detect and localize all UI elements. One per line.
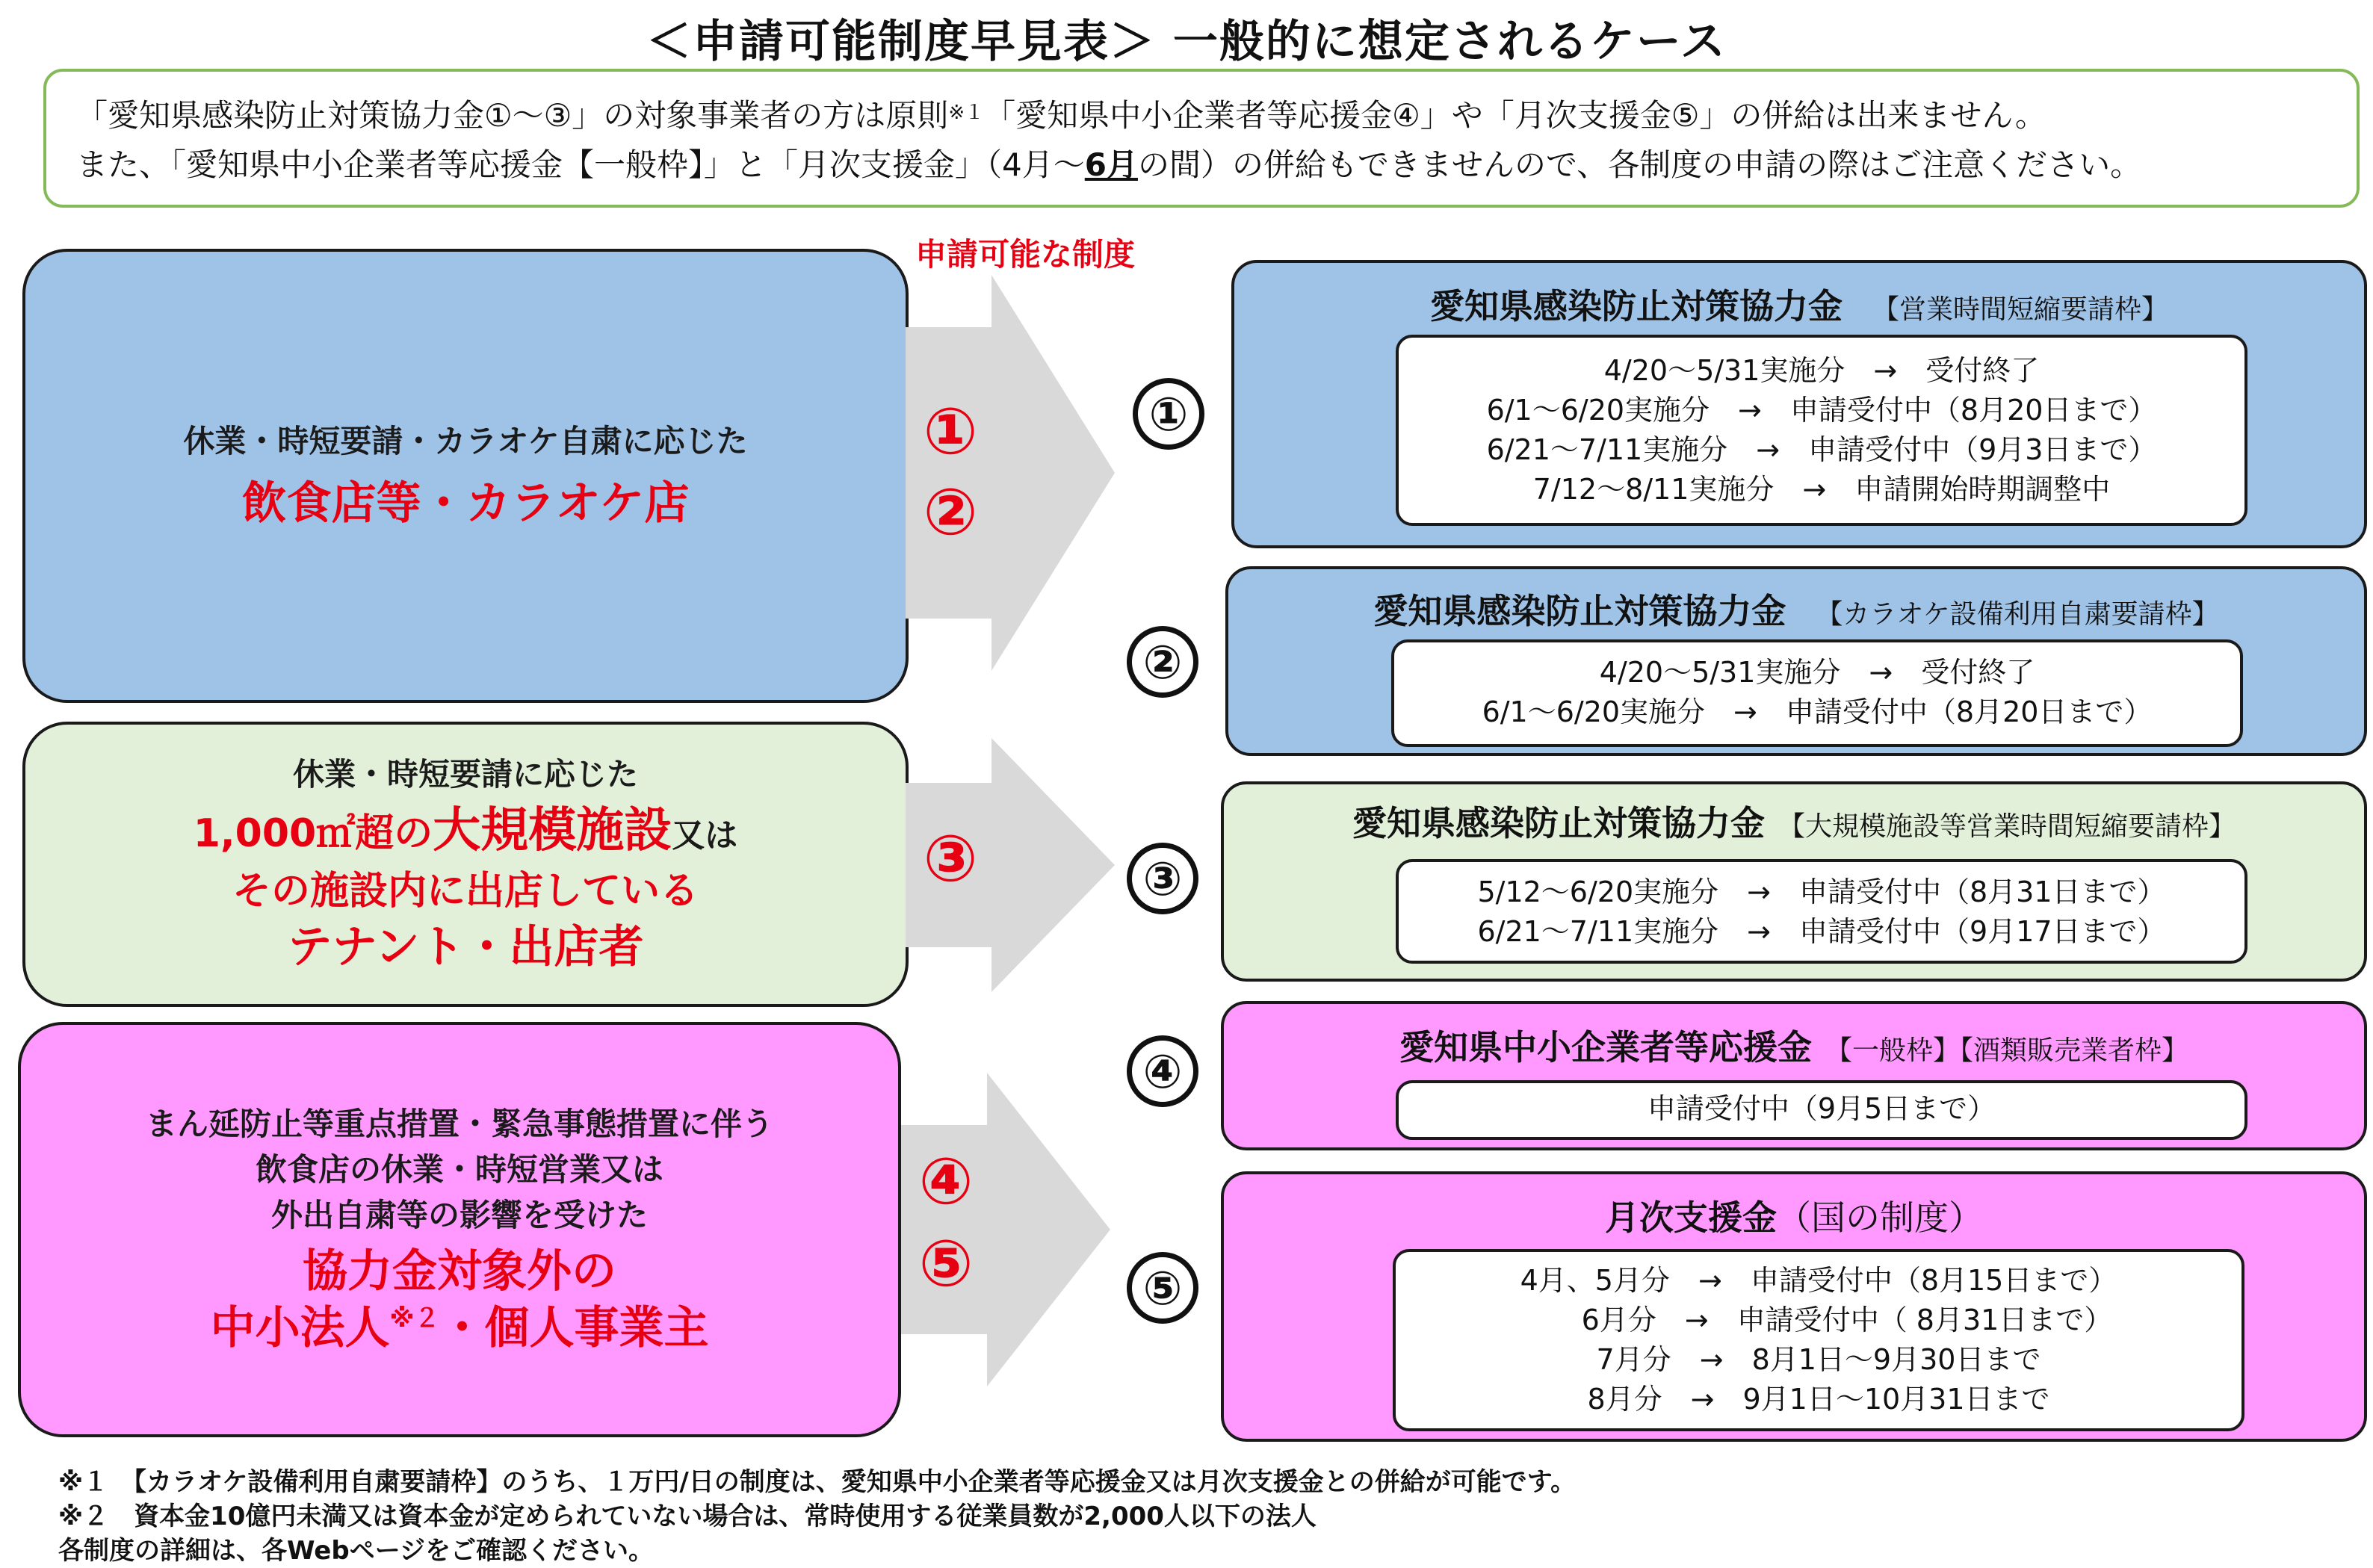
arrow-number: ⑤ [918,1227,974,1301]
schedule-row: 8月分 → 9月1日～10月31日まで [1587,1383,2050,1416]
notice-box [43,69,2360,208]
arrow-1 [906,275,1122,671]
schedule-row: 7/12～8/11実施分 → 申請開始時期調整中 [1532,473,2111,506]
program-header [1228,584,2364,633]
category-title: 飲食店等・カラオケ店 [241,477,690,530]
category-title: 大規模施設 [433,802,672,858]
footnote-1: ※１ 【カラオケ設備利用自粛要請枠】のうち、１万円/日の制度は、愛知県中小企業者等応援金又は月次支援金との併給が可能です。 [58,1467,1577,1497]
page-title: ＜申請可能制度早見表＞ 一般的に想定されるケース [646,16,1727,68]
arrow-right-icon [906,275,1122,671]
category-title: 協力金対象外の [303,1245,616,1298]
arrow-3 [901,1073,1118,1386]
schedule-box [1396,335,2247,526]
notice-text: また、「愛知県中小企業者等応援金【一般枠】」と「月次支援金」（4月～ [76,146,1085,183]
available-programs-heading: 申請可能な制度 [915,236,1136,273]
program-tag: 【大規模施設等営業時間短縮要請枠】 [1778,811,2236,842]
category-desc: 外出自粛等の影響を受けた [270,1196,648,1233]
schedule-row: 6/21～7/11実施分 → 申請受付中（9月17日まで） [1477,915,2166,948]
schedule-row: 4/20～5/31実施分 → 受付終了 [1603,354,2040,387]
category-title: 1,000㎡超の [193,811,433,856]
schedule-row: 6/1～6/20実施分 → 申請受付中（8月20日まで） [1482,695,2153,728]
footnote-marker: ※２ [389,1304,440,1334]
footnote-3: 各制度の詳細は、各Webページをご確認ください。 [58,1536,655,1566]
circled-number-2: ② [1127,626,1198,698]
program-header [1224,1020,2364,1070]
program-name: 愛知県感染防止対策協力金 [1352,803,1765,843]
schedule-box [1396,859,2247,964]
program-header [1224,1191,2364,1240]
category-title: その施設内に出店している [232,869,699,914]
program-box-1 [1231,260,2367,548]
program-tag: 【一般枠】【酒類販売業者枠】 [1825,1035,2188,1066]
category-title: 中小法人 [210,1302,390,1355]
program-tag: 【営業時間短縮要請枠】 [1872,294,2168,325]
program-tag: （国の制度） [1777,1197,1983,1238]
arrow-number: ② [923,475,978,550]
program-name: 愛知県感染防止対策協力金 [1429,286,1843,326]
footnote-marker: ※１ [948,102,985,124]
schedule-row: 6/21～7/11実施分 → 申請受付中（9月3日まで） [1486,433,2157,466]
notice-emphasis: 6月 [1084,146,1138,183]
category-box-large-facilities [22,722,909,1007]
schedule-row: 6月分 → 申請受付中（ 8月31日まで） [1524,1304,2113,1336]
category-desc: まん延防止等重点措置・緊急事態措置に伴う [145,1105,773,1142]
notice-text: の間）の併給もできませんので、各制度の申請の際はご注意ください。 [1137,146,2142,183]
program-name: 愛知県中小企業者等応援金 [1399,1027,1812,1067]
category-desc: 又は [672,816,738,855]
arrow-number: ④ [918,1144,974,1219]
schedule-row: 5/12～6/20実施分 → 申請受付中（8月31日まで） [1477,876,2166,908]
category-desc: 飲食店の休業・時短営業又は [255,1150,663,1188]
category-box-smes [18,1022,901,1437]
notice-text: 「愛知県感染防止対策協力金①～③」の対象事業者の方は原則 [76,97,949,134]
circled-number-3: ③ [1127,843,1198,914]
schedule-row: 4月、5月分 → 申請受付中（8月15日まで） [1520,1264,2117,1297]
program-tag: 【カラオケ設備利用自粛要請枠】 [1816,599,2219,630]
program-box-4 [1221,1001,2367,1150]
category-title-line [210,1300,708,1357]
category-title: テナント・出店者 [287,921,644,974]
program-header [1234,279,2364,329]
notice-line-2 [76,140,2327,190]
arrow-2 [906,738,1122,992]
schedule-box [1393,1249,2244,1431]
program-box-3 [1221,781,2367,982]
category-box-restaurants [22,249,909,703]
circled-number-1: ① [1133,378,1204,450]
notice-line-1 [76,91,2327,140]
schedule-row: 4/20～5/31実施分 → 受付終了 [1599,656,2035,689]
category-desc: 休業・時短要請・カラオケ自粛に応じた [183,423,748,460]
category-title: ・個人事業主 [439,1302,709,1355]
notice-text: 「愛知県中小企業者等応援金④」や「月次支援金⑤」の併給は出来ません。 [984,97,2046,134]
arrow-number: ① [923,394,978,469]
schedule-row: 7月分 → 8月1日～9月30日まで [1596,1343,2041,1376]
arrow-number: ③ [923,822,978,896]
program-header [1224,796,2364,846]
program-box-2 [1225,566,2367,756]
schedule-box [1396,1080,2247,1140]
program-name: 愛知県感染防止対策協力金 [1373,591,1786,631]
program-name: 月次支援金 [1605,1197,1777,1238]
schedule-row: 6/1～6/20実施分 → 申請受付中（8月20日まで） [1486,394,2157,427]
schedule-box [1391,639,2243,747]
footnote-2: ※２ 資本金10億円未満又は資本金が定められていない場合は、常時使用する従業員数が2,000人以下の法人 [58,1502,1317,1531]
category-desc: 休業・時短要請に応じた [292,755,638,793]
schedule-row: 申請受付中（9月5日まで） [1647,1092,1996,1125]
circled-number-5: ⑤ [1127,1252,1198,1324]
program-box-5 [1221,1171,2367,1442]
circled-number-4: ④ [1127,1035,1198,1107]
category-title-line [194,798,737,865]
